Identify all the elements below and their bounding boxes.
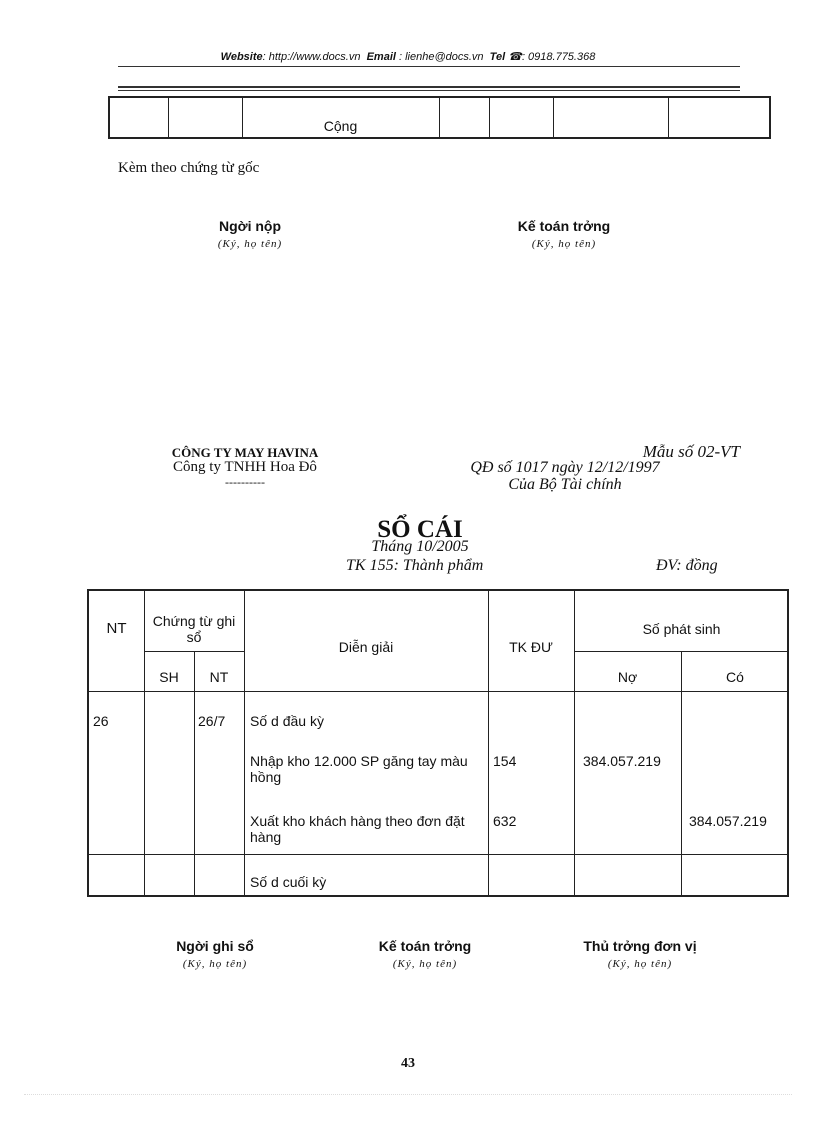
issuer: Của Bộ Tài chính [508, 476, 622, 493]
phone-icon: ☎ [508, 51, 522, 63]
ledger-month: Tháng 10/2005 [371, 538, 469, 555]
ledger-account: TK 155: Thành phẩm [346, 557, 484, 574]
row1-debit: 384.057.219 [583, 753, 661, 769]
email-value: : lienhe@docs.vn [399, 51, 484, 63]
chief-accountant-note: (Ký, họ tên) [392, 958, 458, 970]
row1-description: Nhập kho 12.000 SP găng tay màu hồng [250, 753, 468, 785]
chief-accountant-signature-top [494, 218, 634, 250]
header-tkdu: TK ĐƯ [509, 639, 553, 655]
director-title: Thủ trởng đơn vị [583, 938, 697, 954]
total-row-table [108, 96, 771, 139]
director-note: (Ký, họ tên) [607, 958, 673, 970]
page-number: 43 [401, 1056, 415, 1071]
chief-accountant-title-top: Kế toán trởng [517, 218, 611, 234]
header-credit: Có [726, 669, 744, 685]
row2-tkdu: 632 [493, 813, 517, 829]
footer-divider [24, 1094, 792, 1095]
closing-balance: Số d cuối kỳ [250, 874, 327, 890]
header-sh: SH [159, 669, 179, 685]
payer-note: (Ký, họ tên) [217, 238, 283, 250]
decision-number: QĐ số 1017 ngày 12/12/1997 [470, 459, 660, 476]
tel-label: Tel [489, 51, 506, 63]
header-double-rule-1 [118, 86, 740, 88]
ledger-unit: ĐV: đồng [656, 557, 718, 574]
header-voucher-nt: NT [209, 669, 229, 685]
email-label: Email [366, 51, 396, 63]
header-nt: NT [106, 620, 127, 637]
bookkeeper-signature [145, 938, 285, 970]
website-label: Website [220, 51, 263, 63]
row2-credit: 384.057.219 [689, 813, 767, 829]
ledger-table [87, 589, 789, 897]
row0-description: Số d đầu kỳ [250, 713, 324, 729]
page-header [0, 50, 816, 63]
header-double-rule-2 [118, 90, 740, 91]
chief-accountant-signature [350, 938, 500, 970]
company-sub: Công ty TNHH Hoa Đô [173, 459, 317, 475]
total-label: Cộng [323, 118, 358, 134]
tel-value: : 0918.775.368 [521, 51, 596, 63]
bookkeeper-title: Ngời ghi sổ [176, 938, 254, 954]
row1-tkdu: 154 [493, 753, 517, 769]
row2-description: Xuất kho khách hàng theo đơn đặt hàng [250, 813, 465, 845]
ledger-title: SỔ CÁI [377, 516, 463, 543]
company-dashes: ---------- [225, 475, 265, 489]
attachment-note: Kèm theo chứng từ gốc [118, 160, 260, 176]
form-number: Mẫu số 02-VT [642, 442, 740, 461]
payer-title: Ngời nộp [218, 218, 282, 234]
company-name: CÔNG TY MAY HAVINA [171, 445, 319, 460]
website-value: : http://www.docs.vn [262, 51, 361, 63]
bookkeeper-note: (Ký, họ tên) [182, 958, 248, 970]
header-amount: Số phát sinh [642, 621, 721, 637]
header-debit: Nợ [617, 669, 638, 685]
row0-nt: 26 [93, 713, 109, 729]
header-description: Diễn giải [338, 639, 394, 655]
header-divider [118, 66, 740, 67]
payer-signature [180, 218, 320, 250]
director-signature [560, 938, 720, 970]
company-block [130, 446, 360, 489]
header-voucher: Chứng từ ghi sổ [152, 613, 236, 645]
chief-accountant-title: Kế toán trởng [378, 938, 472, 954]
chief-accountant-note-top: (Ký, họ tên) [531, 238, 597, 250]
row0-voucher-nt: 26/7 [198, 713, 226, 729]
